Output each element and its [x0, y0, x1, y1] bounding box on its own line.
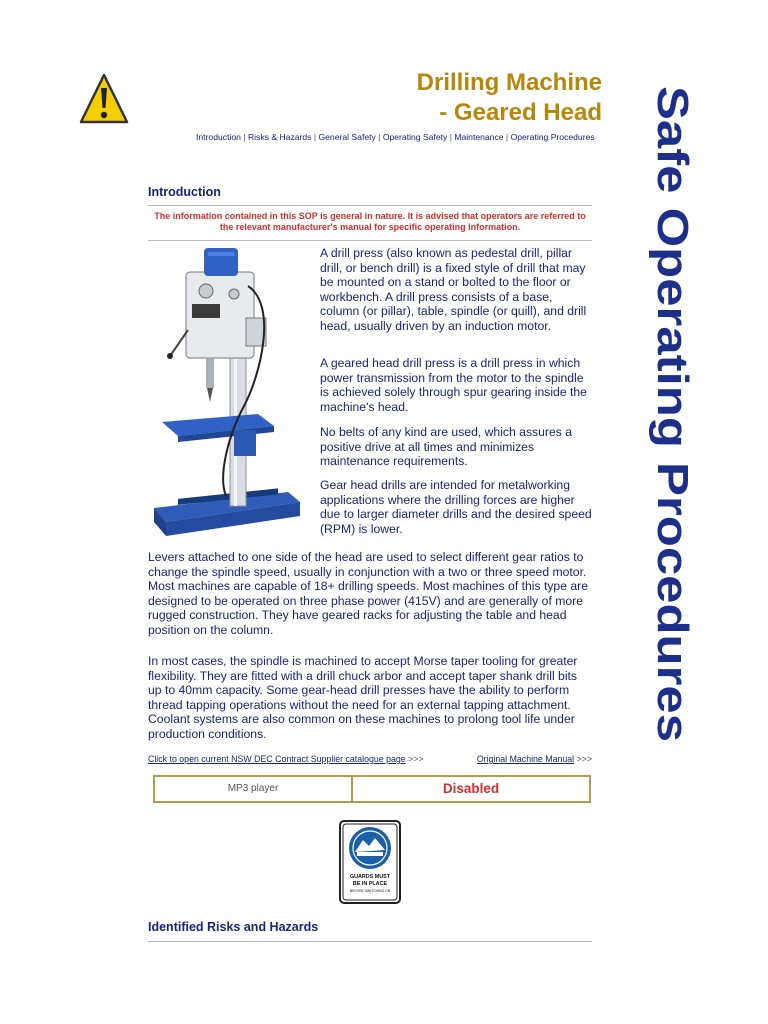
intro-paragraph-6: In most cases, the spindle is machined to accept Morse taper tooling for greater flexibility. They are fitted with a drill chuck arbor and accept taper shank drill bits up to 40mm capacity. Some gear-head drill presses have the ability to perform thread tapping operations without the need for an external tapping attachment. Coolant systems are also common on these machines to prolong tool life under production conditions. — [148, 654, 578, 741]
nav-link-operating-procedures[interactable]: Operating Procedures — [510, 132, 595, 142]
nav-separator: | — [375, 132, 383, 142]
sign-line-3: BEFORE SWITCHING ON — [349, 889, 391, 893]
intro-paragraph-3: No belts of any kind are used, which assures a positive drive at all times and minimizes maintenance requirements. — [320, 425, 573, 469]
intro-notice: The information contained in this SOP is general in nature. It is advised that operators are referred to the relevant manufacturer's manual for specific operating information. — [154, 211, 586, 232]
mp3-player — [153, 775, 591, 803]
title-line-2: - Geared Head — [439, 99, 602, 126]
catalogue-link[interactable]: Click to open current NSW DEC Contract Supplier catalogue page — [148, 754, 406, 764]
intro-heading: Introduction — [148, 185, 221, 199]
nav-separator: | — [240, 132, 248, 142]
intro-paragraph-4: Gear head drills are intended for metalworking applications where the drilling forces are higher due to larger diameter drills and the desired speed (RPM) is lower. — [320, 478, 592, 536]
mp3-player-label: MP3 player — [155, 777, 353, 801]
nav-link-maintenance[interactable]: Maintenance — [454, 132, 504, 142]
nav-link-operating-safety[interactable]: Operating Safety — [382, 132, 448, 142]
divider — [148, 205, 592, 206]
intro-paragraph-1: A drill press (also known as pedestal drill, pillar drill, or bench drill) is a fixed style of drill that may be mounted on a stand or bolted to the floor or workbench. A drill press consists of a base, column (or pillar), table, spindle (or quill), and drill head, usually driven by an induction motor. — [320, 246, 587, 333]
nav-separator: | — [311, 132, 319, 142]
section-nav — [196, 132, 600, 142]
risks-heading: Identified Risks and Hazards — [148, 920, 319, 934]
resource-links — [148, 754, 592, 764]
intro-paragraph-5: Levers attached to one side of the head are used to select different gear ratios to change the spindle speed, usually in conjunction with a two or three speed motor. Most machines are capable of 18+ drilling speeds. Most machines of this type are designed to be operated on three phase power (415V) and are generally of more rugged construction. They have geared racks for adjusting the table and head position on the column. — [148, 550, 588, 637]
divider — [148, 941, 592, 942]
nav-link-introduction[interactable]: Introduction — [196, 132, 241, 142]
side-title-text: Safe Operating Procedures — [648, 86, 697, 654]
sign-line-2: BE IN PLACE — [352, 881, 388, 887]
machine-manual-link[interactable]: Original Machine Manual — [476, 754, 575, 764]
drill-press-image — [148, 246, 314, 538]
side-title — [642, 86, 697, 746]
nav-link-general-safety[interactable]: General Safety — [318, 132, 376, 142]
divider — [148, 240, 592, 241]
guards-must-be-in-place-sign — [339, 820, 401, 904]
page-title — [417, 68, 602, 128]
nav-separator: | — [503, 132, 511, 142]
warning-icon — [78, 72, 130, 128]
intro-paragraph-2: A geared head drill press is a drill press in which power transmission from the motor to the spindle is achieved solely through spur gearing inside the machine's head. — [320, 356, 587, 414]
mp3-player-status[interactable]: Disabled — [442, 781, 500, 796]
sign-line-1: GUARDS MUST — [349, 874, 391, 880]
manual-arrow: >>> — [576, 754, 592, 764]
nav-separator: | — [447, 132, 455, 142]
catalogue-arrow: >>> — [408, 754, 424, 764]
nav-link-risks[interactable]: Risks & Hazards — [247, 132, 312, 142]
title-line-1: Drilling Machine — [416, 69, 602, 96]
